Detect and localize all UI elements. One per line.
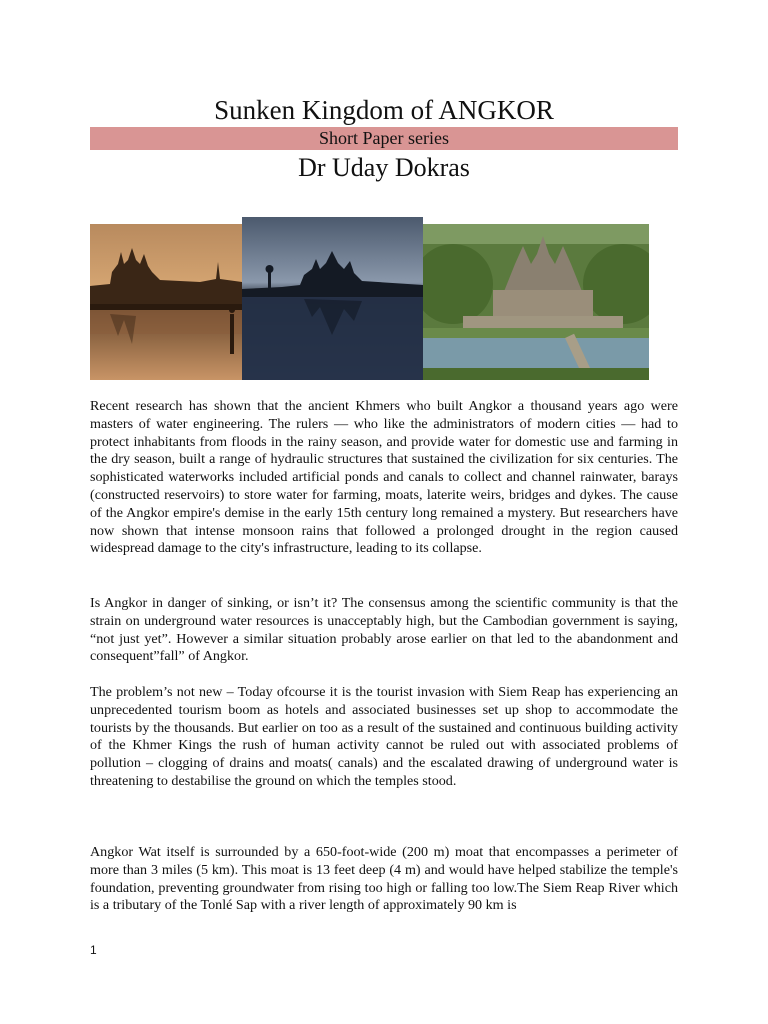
document-title: Sunken Kingdom of ANGKOR [214, 95, 554, 125]
body-paragraph: The problem’s not new – Today ofcourse it is the tourist invasion with Siem Reap has experiencing an unprecedented tourism boom as hotels and associated businesses set up shop to accommodate the tourists by the thousands. But earlier on too as a result of the sustained and continuous building activity of the Khmer Kings the rush of human activity cannot be ruled out with associated problems of pollution – clogging of drains and moats( canals) and the escalated drawing of underground water is threatening to destabilise the ground on which the temples stood. [90, 684, 678, 789]
body-paragraph: Angkor Wat itself is surrounded by a 650-foot-wide (200 m) moat that encompasses a perimeter of more than 3 miles (5 km). This moat is 13 feet deep (4 m) and would have helped stabilize the temple's foundation, preventing groundwater from rising too high or falling too low.The Siem Reap River which is a tributary of the Tonlé Sap with a river length of approximately 90 km is [90, 844, 678, 914]
body-paragraph: Recent research has shown that the ancient Khmers who built Angkor a thousand years ago were masters of water engineering. The rulers — who like the administrators of modern cities — had to protect inhabitants from floods in the rainy season, and provide water for domestic use and farming in the dry season, built a range of hydraulic structures that sustained the civilization for six centuries. The sophisticated waterworks included artificial ponds and canals to collect and channel rainwater, barays (constructed reservoirs) to store water for farming, moats, laterite weirs, bridges and dykes. The cause of the Angkor empire's demise in the early 15th century long remained a mystery. But researchers have now shown that intense monsoon rains that followed a prolonged drought in the region caused widespread damage to the city's infrastructure, leading to its collapse. [90, 398, 678, 557]
body-paragraph: Is Angkor in danger of sinking, or isn’t it? The consensus among the scientific community is that the strain on underground water resources is unacceptably high, but the Cambodian government is saying, “not just yet”. However a similar situation probably arose earlier on that led to the abandonment and consequent”fall” of Angkor. [90, 595, 678, 665]
angkor-sunset-photo [90, 224, 242, 380]
angkor-dusk-photo [242, 217, 423, 380]
author-name: Dr Uday Dokras [298, 153, 470, 182]
page-number: 1 [90, 943, 97, 957]
series-banner: Short Paper series [90, 127, 678, 150]
angkor-aerial-photo [423, 224, 649, 380]
